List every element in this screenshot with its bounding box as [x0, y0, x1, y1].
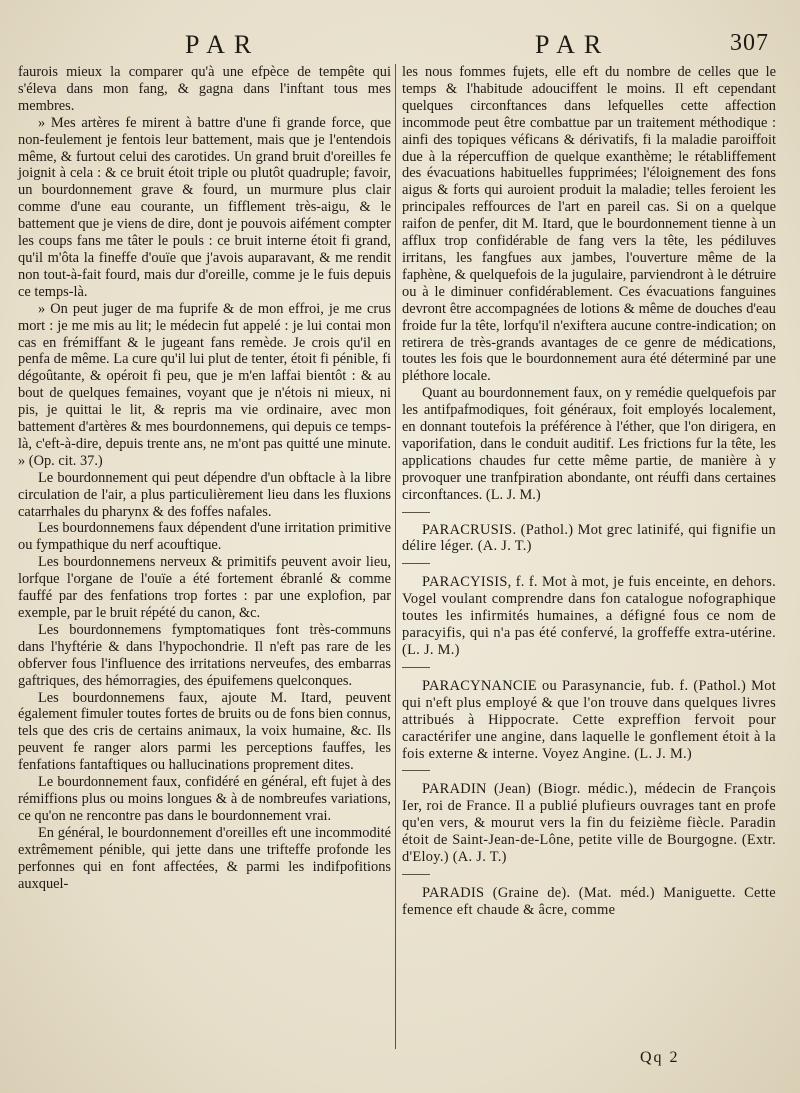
paragraph: les nous fommes fujets, elle eft du nombre de celles que le temps & l'habitude adouciffent le moins. Il eft cependant quelques circonftances dans lefquelles cette affection incommode peut être combattue par un traitement méthodique : ainfi des topiques véficans & dérivatifs, fi la maladie paroiffoit due à la répercuffion de quelque exanthème; le rétabliffement des évacuations habituelles fupprimées; l'éloignement des fons aigus & forts qui auroient produit la maladie; telles feroient les principales reffources de l'art en pareil cas. Si on a quelque raifon de penfer, dit M. Itard, que le bourdonnement tienne à un afflux trop confidérable de fang vers la tête, les pédiluves irritans, les fangfues aux jambes, l'ouverture même de la faphène, & quelquefois de la jugulaire, parviendront à le détruire ou à le diminuer confidérablement. Ces évacuations fanguines devront être accompagnées de lotions & même de douches d'eau froide fur la tête, lorfqu'il n'exiftera aucune contre-indication; on retirera de très-grands avantages de ce genre de médications, toutes les fois que le bourdonnement aura été déterminé par une pléthore locale. — [402, 64, 776, 385]
dictionary-entry-paradis: PARADIS (Graine de). (Mat. méd.) Maniguette. Cette femence eft chaude & âcre, comme — [402, 884, 776, 918]
signature-mark: Qq 2 — [640, 1049, 680, 1066]
paragraph: En général, le bourdonnement d'oreilles eft une incommodité extrêmement pénible, qui jette dans une trifteffe profonde les perfonnes qui en font affectées, & parmi les indifpofitions auxquel- — [18, 824, 391, 892]
running-header — [0, 30, 800, 64]
column-divider — [395, 64, 396, 1049]
paragraph: » On peut juger de ma fuprife & de mon effroi, je me crus mort : je me mis au lit; le médecin fut appelé : je lui contai mon cas en frémiffant & le jugeant fans remède. Je crois qu'il en penfa de même. La cure qu'il lui plut de tenter, étoit fi pénible, fi dégoûtante, & opéroit fi peu, que je m'en laffai bientôt : & au bout de quelques femaines, voyant que je n'étois ni mieux, ni pis, je quittai le lit, & repris ma vie ordinaire, avec mon battement d'artères & mes bourdonnemens, qui depuis ce temps-là, c'eft-à-dire, depuis trente ans, ne m'ont pas quitté une minute. » (Op. cit. 37.) — [18, 300, 391, 469]
paragraph: » Mes artères fe mirent à battre d'une fi grande force, que non-feulement je fentois leur battement, mais que je l'entendois même, & furtout celui des carotides. Un grand bruit d'oreilles fe joignit à cela : & ce bruit étoit triple ou plutôt quadruple; favoir, un bourdonnement grave & fourd, un murmure plus clair comme d'une eau courante, un fifflement très-aigu, & le battement que je viens de dire, dont je pouvois aifément compter les coups fans me tâter le pouls : ce bruit interne étoit fi grand, qu'il m'ôta la fineffe d'ouïe que j'avois auparavant, & me rendit non tout-à-fait fourd, mais dur d'oreille, comme je le fuis depuis ce temps-là. — [18, 114, 391, 300]
dictionary-entry-paracrusis: PARACRUSIS. (Pathol.) Mot grec latinifé, qui fignifie un délire léger. (A. J. T.) — [402, 521, 776, 555]
entry-separator — [402, 874, 430, 875]
paragraph: Les bourdonnemens faux, ajoute M. Itard, peuvent également fimuler toutes fortes de bruits ou de fons bien connus, tels que des cris de certains animaux, la voix humaine, &c. Ils peuvent fe ranger alors parmi les perceptions fauffes, les fenfations fantaftiques ou hallucinations proprement dites. — [18, 689, 391, 774]
paragraph: Quant au bourdonnement faux, on y remédie quelquefois par les antifpafmodiques, foit généraux, foit employés localement, en donnant toutefois la préférence à l'éther, que l'on dirigera, en vaporifation, dans le conduit auditif. Les frictions fur la tête, les applications chaudes fur cette même partie, de manière à y provoquer une tranfpiration abondante, ont réuffi dans certaines circonftances. (L. J. M.) — [402, 385, 776, 503]
dictionary-entry-paracyisis: PARACYISIS, f. f. Mot à mot, je fuis enceinte, en dehors. Vogel voulant comprendre dans fon catalogue nofographique toutes les infirmités humaines, a défigné fous ce nom de paracyifis, qui n'a pas été confervé, la groffeffe extra-utérine. (L. J. M.) — [402, 574, 776, 658]
entry-separator — [402, 563, 430, 564]
right-column — [402, 64, 776, 919]
entry-separator — [402, 512, 430, 513]
left-column — [18, 64, 391, 892]
header-right-title: PAR — [535, 30, 611, 59]
paragraph: faurois mieux la comparer qu'à une efpèce de tempête qui s'éleva dans mon fang, & gagna dans l'inftant tous mes membres. — [18, 64, 391, 114]
paragraph: Les bourdonnemens nerveux & primitifs peuvent avoir lieu, lorfque l'organe de l'ouïe a été fortement ébranlé & comme fauffé par des fenfations trop fortes : par une explofion, par exemple, par le bruit répété du canon, &c. — [18, 554, 391, 621]
page-number: 307 — [730, 30, 769, 56]
entry-separator — [402, 667, 430, 668]
paragraph: Le bourdonnement faux, confidéré en général, eft fujet à des rémiffions plus ou moins longues & à de nombreufes variations, ce qu'on ne rencontre pas dans le bourdonnement vrai. — [18, 774, 391, 824]
paragraph: Les bourdonnemens fymptomatiques font très-communs dans l'hyftérie & dans l'hypochondrie. Il n'eft pas rare de les obferver fous l'influence des irritations nerveufes, des embarras gaftriques, des hémorragies, des épuifemens quelconques. — [18, 621, 391, 689]
entry-separator — [402, 770, 430, 771]
paragraph: Les bourdonnemens faux dépendent d'une irritation primitive ou fympathique du nerf acouftique. — [18, 520, 391, 554]
paragraph: Le bourdonnement qui peut dépendre d'un obftacle à la libre circulation de l'air, a plus particulièrement lieu dans les fluxions catarrhales du pharynx & des foffes nafales. — [18, 469, 391, 520]
dictionary-entry-paracynancie: PARACYNANCIE ou Parasynancie, fub. f. (Pathol.) Mot qui n'eft plus employé & que l'on trouve dans quelques livres attribués à Hippocrate. Cette expreffion fervoit pour caractérifer une angine, dans laquelle le gonflement étoit à la fois externe & interne. Voyez Angine. (L. J. M.) — [402, 677, 776, 762]
header-left-title: PAR — [185, 30, 261, 59]
dictionary-entry-paradin: PARADIN (Jean) (Biogr. médic.), médecin de François Ier, roi de France. Il a publié plufieurs ouvrages tant en profe qu'en vers, & mourut vers la fin du feizième fiècle. Paradin étoit de Saint-Jean-de-Lône, petite ville de Bourgogne. (Extr. d'Eloy.) (A. J. T.) — [402, 781, 776, 866]
